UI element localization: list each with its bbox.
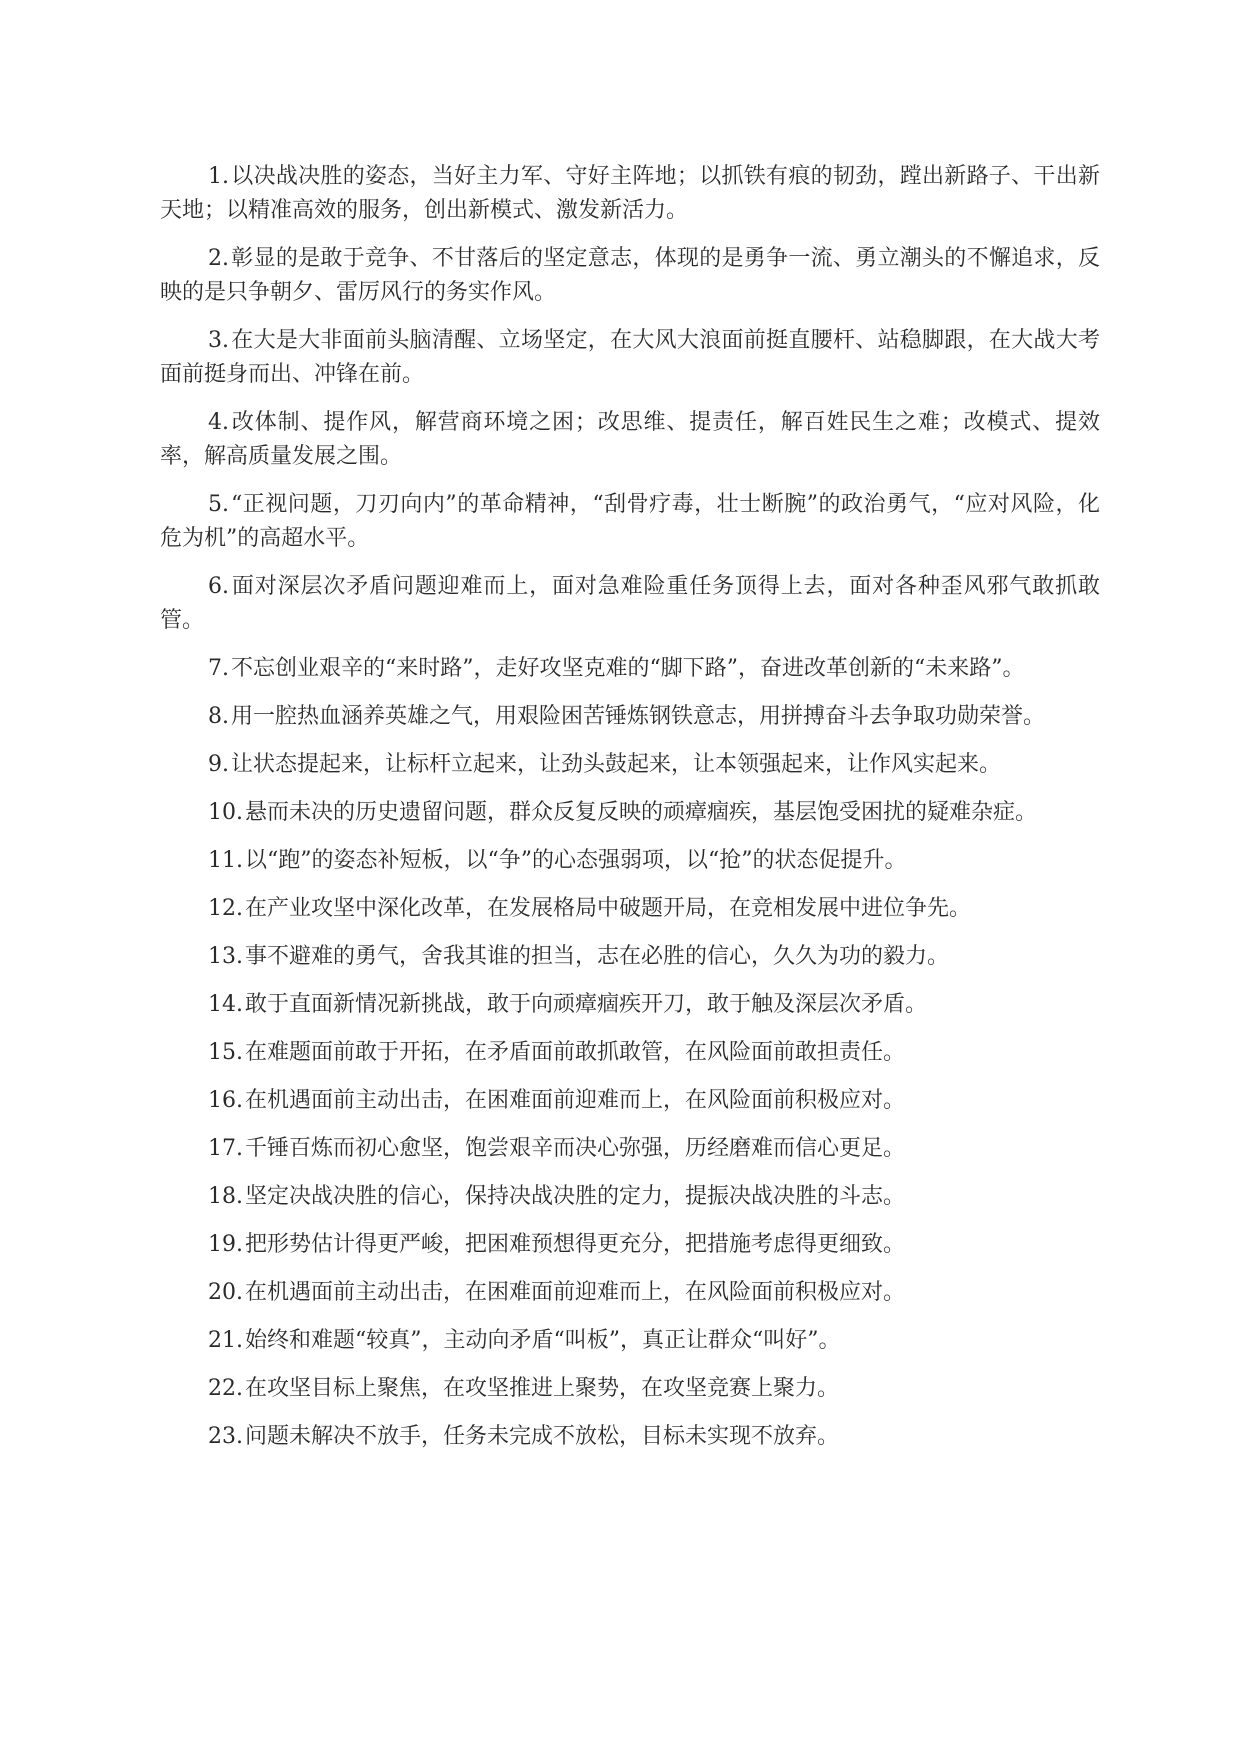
list-item	[160, 700, 1100, 734]
list-item	[160, 1132, 1100, 1166]
item-text: 面对深层次矛盾问题迎难而上，面对急难险重任务顶得上去，面对各种歪风邪气敢抓敢管。	[160, 574, 1100, 633]
item-number: 10.	[208, 800, 243, 825]
list-item	[160, 1276, 1100, 1310]
item-text: 敢于直面新情况新挑战，敢于向顽瘴痼疾开刀，敢于触及深层次矛盾。	[245, 992, 928, 1017]
item-number: 19.	[208, 1232, 243, 1257]
item-number: 17.	[208, 1136, 243, 1161]
item-number: 6.	[208, 574, 229, 599]
item-text: 彰显的是敢于竞争、不甘落后的坚定意志，体现的是勇争一流、勇立潮头的不懈追求，反映的是只争朝夕、雷厉风行的务实作风。	[160, 246, 1100, 305]
list-item	[160, 406, 1100, 474]
list-item	[160, 160, 1100, 228]
item-text: 坚定决战决胜的信心，保持决战决胜的定力，提振决战决胜的斗志。	[245, 1184, 906, 1209]
item-text: 让状态提起来，让标杆立起来，让劲头鼓起来，让本领强起来，让作风实起来。	[231, 752, 1002, 777]
list-item	[160, 988, 1100, 1022]
item-number: 12.	[208, 896, 243, 921]
item-number: 1.	[208, 164, 229, 189]
item-text: “正视问题，刀刃向内”的革命精神，“刮骨疗毒，壮士断腕”的政治勇气，“应对风险，化危为机”的高超水平。	[160, 492, 1100, 551]
list-item	[160, 844, 1100, 878]
list-item	[160, 324, 1100, 392]
list-item	[160, 242, 1100, 310]
item-text: 不忘创业艰辛的“来时路”，走好攻坚克难的“脚下路”，奋进改革创新的“未来路”。	[231, 656, 1025, 681]
item-text: 在攻坚目标上聚焦，在攻坚推进上聚势，在攻坚竞赛上聚力。	[245, 1376, 840, 1401]
item-number: 15.	[208, 1040, 243, 1065]
item-number: 18.	[208, 1184, 243, 1209]
item-number: 8.	[208, 704, 229, 729]
item-number: 22.	[208, 1376, 243, 1401]
item-text: 问题未解决不放手，任务未完成不放松，目标未实现不放弃。	[245, 1424, 840, 1449]
list-item	[160, 570, 1100, 638]
item-number: 21.	[208, 1328, 243, 1353]
list-item	[160, 1372, 1100, 1406]
item-number: 5.	[208, 492, 229, 517]
list-item	[160, 488, 1100, 556]
list-item	[160, 1420, 1100, 1454]
item-text: 在机遇面前主动出击，在困难面前迎难而上，在风险面前积极应对。	[245, 1088, 906, 1113]
item-text: 悬而未决的历史遗留问题，群众反复反映的顽瘴痼疾，基层饱受困扰的疑难杂症。	[245, 800, 1038, 825]
item-text: 改体制、提作风，解营商环境之困；改思维、提责任，解百姓民生之难；改模式、提效率，解高质量发展之围。	[160, 410, 1100, 469]
list-item	[160, 940, 1100, 974]
item-number: 9.	[208, 752, 229, 777]
list-item	[160, 1228, 1100, 1262]
item-number: 3.	[208, 328, 229, 353]
item-text: 事不避难的勇气，舍我其谁的担当，志在必胜的信心，久久为功的毅力。	[245, 944, 950, 969]
item-text: 用一腔热血涵养英雄之气，用艰险困苦锤炼钢铁意志，用拼搏奋斗去争取功勋荣誉。	[231, 704, 1046, 729]
item-number: 23.	[208, 1424, 243, 1449]
item-text: 以“跑”的姿态补短板，以“争”的心态强弱项，以“抢”的状态促提升。	[245, 848, 907, 873]
item-text: 千锤百炼而初心愈坚，饱尝艰辛而决心弥强，历经磨难而信心更足。	[245, 1136, 906, 1161]
item-number: 2.	[208, 246, 229, 271]
list-item	[160, 1180, 1100, 1214]
list-item	[160, 796, 1100, 830]
item-text: 以决战决胜的姿态，当好主力军、守好主阵地；以抓铁有痕的韧劲，蹚出新路子、干出新天地；以精准高效的服务，创出新模式、激发新活力。	[160, 164, 1100, 223]
list-item	[160, 892, 1100, 926]
item-text: 始终和难题“较真”，主动向矛盾“叫板”，真正让群众“叫好”。	[245, 1328, 841, 1353]
item-number: 14.	[208, 992, 243, 1017]
item-number: 13.	[208, 944, 243, 969]
document-body	[160, 160, 1100, 1468]
list-item	[160, 1084, 1100, 1118]
item-number: 20.	[208, 1280, 243, 1305]
list-item	[160, 1036, 1100, 1070]
item-text: 在产业攻坚中深化改革，在发展格局中破题开局，在竞相发展中进位争先。	[245, 896, 972, 921]
item-text: 把形势估计得更严峻，把困难预想得更充分，把措施考虑得更细致。	[245, 1232, 906, 1257]
item-number: 16.	[208, 1088, 243, 1113]
item-number: 11.	[208, 848, 243, 873]
item-number: 4.	[208, 410, 229, 435]
item-text: 在难题面前敢于开拓，在矛盾面前敢抓敢管，在风险面前敢担责任。	[245, 1040, 906, 1065]
item-text: 在机遇面前主动出击，在困难面前迎难而上，在风险面前积极应对。	[245, 1280, 906, 1305]
list-item	[160, 652, 1100, 686]
item-text: 在大是大非面前头脑清醒、立场坚定，在大风大浪面前挺直腰杆、站稳脚跟，在大战大考面前挺身而出、冲锋在前。	[160, 328, 1100, 387]
list-item	[160, 748, 1100, 782]
item-number: 7.	[208, 656, 229, 681]
list-item	[160, 1324, 1100, 1358]
